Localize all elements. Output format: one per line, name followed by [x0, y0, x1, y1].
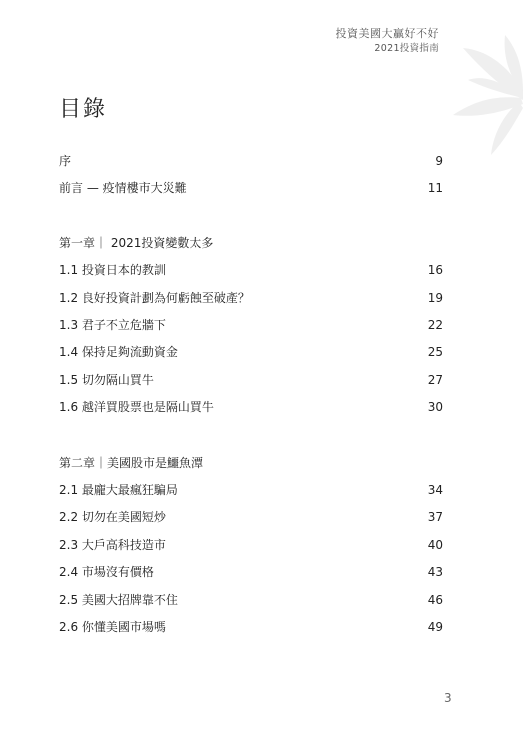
toc-entry-label: 1.2 良好投資計劃為何虧蝕至破產？ [59, 291, 250, 305]
toc-entry-page: 46 [427, 593, 443, 607]
toc-entry[interactable] [59, 617, 443, 637]
toc-entry-label: 2.6 你懂美國市場嗎 [59, 620, 166, 634]
toc-entry-page: 49 [427, 620, 443, 634]
toc-entry-page: 19 [427, 291, 443, 305]
toc-entry-label: 1.4 保持足夠流動資金 [59, 345, 178, 359]
toc-entry-page: 25 [427, 345, 443, 359]
toc-entry-label: 1.6 越洋買股票也是隔山買牛 [59, 400, 214, 414]
toc-entry-page: 34 [427, 483, 443, 497]
toc-entry-label: 2.1 最龐大最瘋狂騙局 [59, 483, 178, 497]
toc-entry[interactable] [59, 178, 443, 198]
toc-entry[interactable] [59, 260, 443, 280]
toc-chapter-label: 第二章｜美國股市是鱷魚潭 [59, 456, 204, 470]
toc-entry-label: 2.3 大戶高科技造市 [59, 538, 166, 552]
toc-title: 目錄 [59, 97, 108, 122]
toc-chapter-heading[interactable] [59, 233, 443, 253]
toc-entry[interactable] [59, 535, 443, 555]
toc-entry-page: 37 [427, 510, 443, 524]
toc-entry[interactable] [59, 315, 443, 335]
toc-entry-label: 2.5 美國大招牌靠不住 [59, 593, 178, 607]
toc-entry[interactable] [59, 151, 443, 171]
toc-entry[interactable] [59, 342, 443, 362]
toc-chapter-label: 第一章｜ 2021投資變數太多 [59, 236, 214, 250]
toc-entry-page: 9 [435, 154, 443, 168]
toc-entry-page: 40 [427, 538, 443, 552]
toc-entry-label: 序 [59, 154, 72, 168]
toc-entry-label: 1.3 君子不立危牆下 [59, 318, 166, 332]
book-title: 投資美國大贏好不好 [335, 27, 439, 40]
book-subtitle: 2021投資指南 [374, 43, 439, 54]
toc-entry-page: 16 [427, 263, 443, 277]
toc-entry[interactable] [59, 397, 443, 417]
toc-entry-page: 27 [427, 373, 443, 387]
toc-entry-label: 1.5 切勿隔山買牛 [59, 373, 154, 387]
toc-entry[interactable] [59, 370, 443, 390]
running-header [336, 26, 440, 56]
toc-entry-label: 2.2 切勿在美國短炒 [59, 510, 166, 524]
toc-entry-label: 1.1 投資日本的教訓 [59, 263, 166, 277]
page-number: 3 [444, 691, 452, 705]
toc-entry-page: 30 [427, 400, 443, 414]
toc-entry-label: 2.4 市場沒有價格 [59, 565, 154, 579]
toc-entry[interactable] [59, 562, 443, 582]
toc-entry[interactable] [59, 590, 443, 610]
toc-entry-page: 22 [427, 318, 443, 332]
toc-entry-label: 前言 — 疫情樓市大災難 [59, 181, 187, 195]
toc-entry-page: 11 [427, 181, 443, 195]
toc-entry-page: 43 [427, 565, 443, 579]
toc-chapter-heading[interactable] [59, 453, 443, 473]
toc-entry[interactable] [59, 507, 443, 527]
toc-entry[interactable] [59, 288, 443, 308]
toc-entry[interactable] [59, 480, 443, 500]
